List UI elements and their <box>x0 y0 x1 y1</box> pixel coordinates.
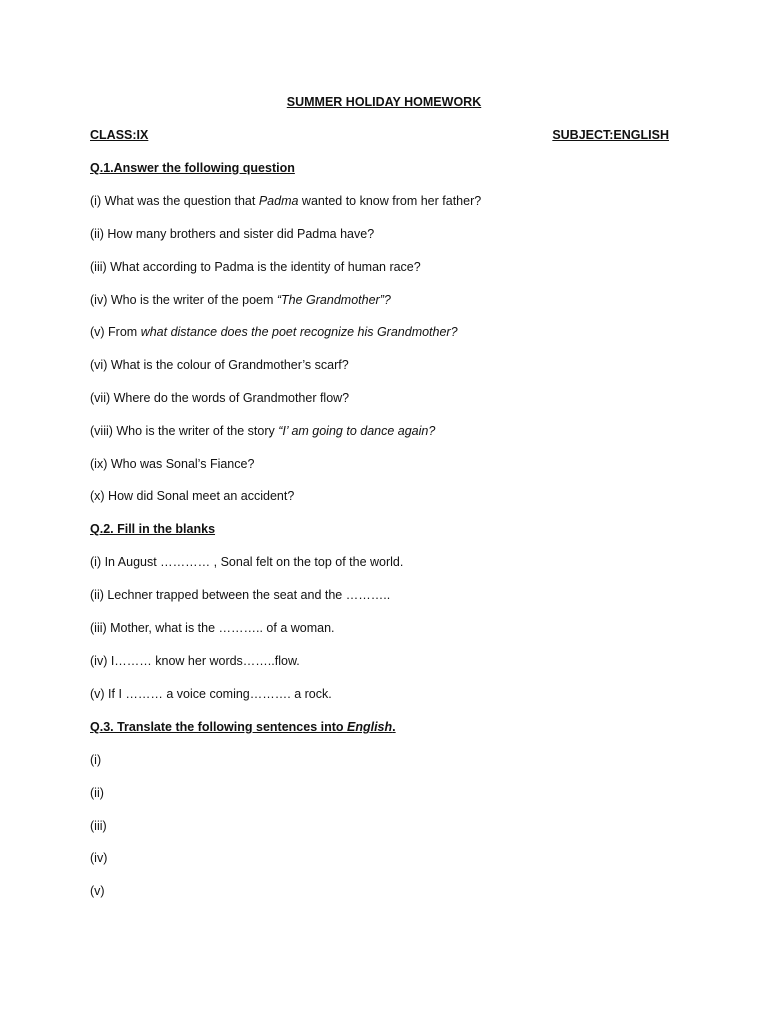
q1-item-1-text: (i) What was the question that <box>90 194 259 208</box>
class-label: CLASS:IX <box>90 128 149 142</box>
q1-item-1-italic: Padma <box>258 194 299 208</box>
q1-item-4 <box>90 292 391 308</box>
document-title: SUMMER HOLIDAY HOMEWORK <box>286 95 482 109</box>
q1-item-10 <box>90 488 294 504</box>
q3-heading-end: . <box>392 720 396 734</box>
q1-item-8-italic: “I’ am going to dance again? <box>278 424 436 438</box>
q3-heading <box>90 719 396 735</box>
q1-item-4-text: (iv) Who is the writer of the poem <box>90 293 277 307</box>
q3-item-1: (i) <box>90 753 102 767</box>
q1-item-5-text: (v) From <box>90 325 141 339</box>
q1-item-2 <box>90 226 374 242</box>
subject-label: SUBJECT:ENGLISH <box>552 128 669 142</box>
q1-item-1-text-end: wanted to know from her father? <box>298 194 482 208</box>
q1-item-4-italic: “The Grandmother”? <box>276 293 391 307</box>
q3-item-5: (v) <box>90 884 105 898</box>
q1-item-8-text: (viii) Who is the writer of the story <box>90 424 279 438</box>
q1-heading: Q.1.Answer the following question <box>90 161 295 175</box>
q1-item-3-text: (iii) What according to Padma is the identity of human race? <box>90 260 421 274</box>
q3-heading-italic: English <box>347 720 393 734</box>
q1-item-6-text: (vi) What is the colour of Grandmother’s scarf? <box>90 358 349 372</box>
q2-item-4: (iv) I……… know her words……..flow. <box>90 654 300 668</box>
q1-item-2-text: (ii) How many brothers and sister did Padma have? <box>90 227 375 241</box>
q1-item-10-text: (x) How did Sonal meet an accident? <box>90 489 295 503</box>
q1-item-5 <box>90 324 458 340</box>
q1-item-3 <box>90 259 421 275</box>
q2-item-1: (i) In August ………… , Sonal felt on the top of the world. <box>90 555 404 569</box>
q3-item-2: (ii) <box>90 786 104 800</box>
q1-item-5-italic: what distance does the poet recognize his Grandmother? <box>140 325 458 339</box>
q3-item-3: (iii) <box>90 819 107 833</box>
q3-heading-text: Q.3. Translate the following sentences into <box>90 720 347 734</box>
q2-item-2: (ii) Lechner trapped between the seat and the ……….. <box>90 588 391 602</box>
q1-item-7-text: (vii) Where do the words of Grandmother flow? <box>90 391 350 405</box>
q1-item-8 <box>90 423 435 439</box>
q1-item-7 <box>90 390 349 406</box>
q1-item-6 <box>90 357 349 373</box>
q2-item-3: (iii) Mother, what is the ……….. of a woman. <box>90 621 335 635</box>
q1-item-9 <box>90 456 254 472</box>
q2-heading: Q.2. Fill in the blanks <box>90 522 216 536</box>
q2-item-5: (v) If I ……… a voice coming………. a rock. <box>90 687 332 701</box>
q1-item-1 <box>90 193 481 209</box>
q1-item-9-text: (ix) Who was Sonal’s Fiance? <box>90 457 255 471</box>
q3-item-4: (iv) <box>90 851 108 865</box>
